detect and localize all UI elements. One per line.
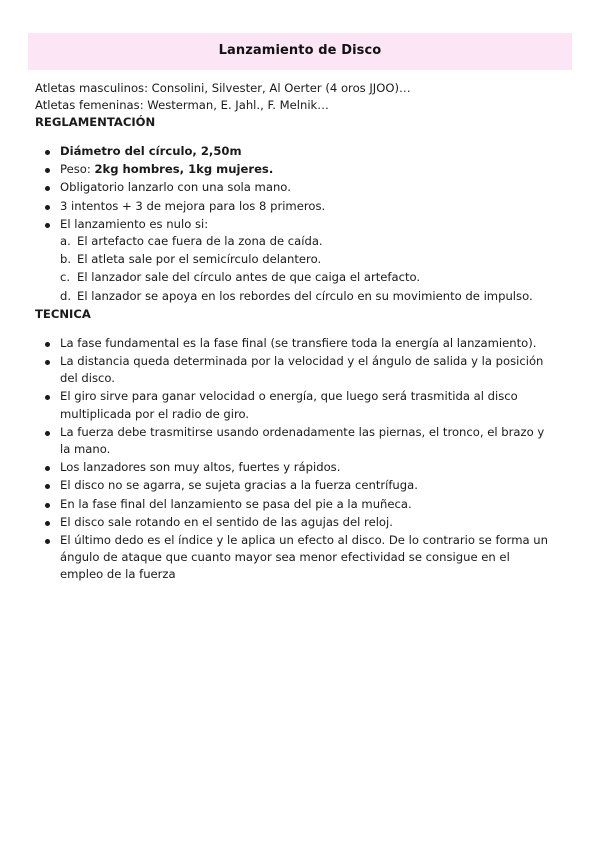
male-athletes-line: Atletas masculinos: Consolini, Silvester, Al Oerter (4 oros JJOO)… [35, 81, 411, 95]
sub-marker: d. [60, 288, 72, 303]
sub-list-item [60, 233, 555, 250]
sub-marker: b. [60, 252, 72, 267]
sub-list-item [60, 251, 555, 268]
sub-item-text: El lanzador se apoya en los rebordes del círculo en su movimiento de impulso. [77, 288, 533, 303]
tecnica-list [35, 335, 555, 584]
list-item: El giro sirve para ganar velocidad o energía, que luego será trasmitida al disco multiplicada por el radio de giro. [35, 388, 555, 422]
list-item: La distancia queda determinada por la velocidad y el ángulo de salida y la posición del disco. [35, 353, 555, 387]
sub-item-text: El atleta sale por el semicírculo delantero. [77, 252, 322, 267]
nulo-sublist [60, 233, 555, 305]
title-band [28, 33, 572, 70]
rule-text: 3 intentos + 3 de mejora para los 8 primeros. [60, 198, 326, 213]
list-item [35, 143, 555, 160]
list-item: El disco no se agarra, se sujeta gracias a la fuerza centrífuga. [35, 477, 555, 494]
sub-item-text: El artefacto cae fuera de la zona de caída. [77, 234, 323, 249]
page-title: Lanzamiento de Disco [218, 43, 382, 58]
list-item: Los lanzadores son muy altos, fuertes y rápidos. [35, 459, 555, 476]
sub-marker: c. [60, 270, 71, 285]
list-item [35, 161, 555, 178]
diameter-text: Diámetro del círculo, 2,50m [60, 144, 242, 158]
list-item: El disco sale rotando en el sentido de las agujas del reloj. [35, 514, 555, 531]
reglamentacion-list [35, 143, 555, 305]
document-body [35, 80, 555, 585]
list-item [35, 179, 555, 196]
sub-item-text: El lanzador sale del círculo antes de que caiga el artefacto. [77, 270, 421, 285]
reglamentacion-heading: REGLAMENTACIÓN [35, 115, 156, 129]
list-item: La fase fundamental es la fase final (se transfiere toda la energía al lanzamiento). [35, 335, 555, 352]
list-item: La fuerza debe trasmitirse usando ordenadamente las piernas, el tronco, el brazo y la mano. [35, 424, 555, 458]
rule-text: Obligatorio lanzarlo con una sola mano. [60, 180, 291, 195]
list-item [35, 198, 555, 215]
weight-label: Peso: [60, 162, 95, 177]
sub-list-item [60, 288, 555, 305]
tecnica-heading: TECNICA [35, 306, 91, 321]
list-item [35, 216, 555, 305]
sub-marker: a. [60, 234, 71, 249]
rule-text: El lanzamiento es nulo si: [60, 216, 209, 231]
weight-value: 2kg hombres, 1kg mujeres. [94, 162, 274, 177]
female-athletes-line: Atletas femeninas: Westerman, E. Jahl., F. Melnik… [35, 98, 329, 112]
sub-list-item [60, 269, 555, 286]
list-item: El último dedo es el índice y le aplica un efecto al disco. De lo contrario se forma un ángulo de ataque que cuanto mayor sea menor efectividad se consigue en el empleo de la fuerza [35, 532, 555, 584]
list-item: En la fase final del lanzamiento se pasa del pie a la muñeca. [35, 496, 555, 513]
